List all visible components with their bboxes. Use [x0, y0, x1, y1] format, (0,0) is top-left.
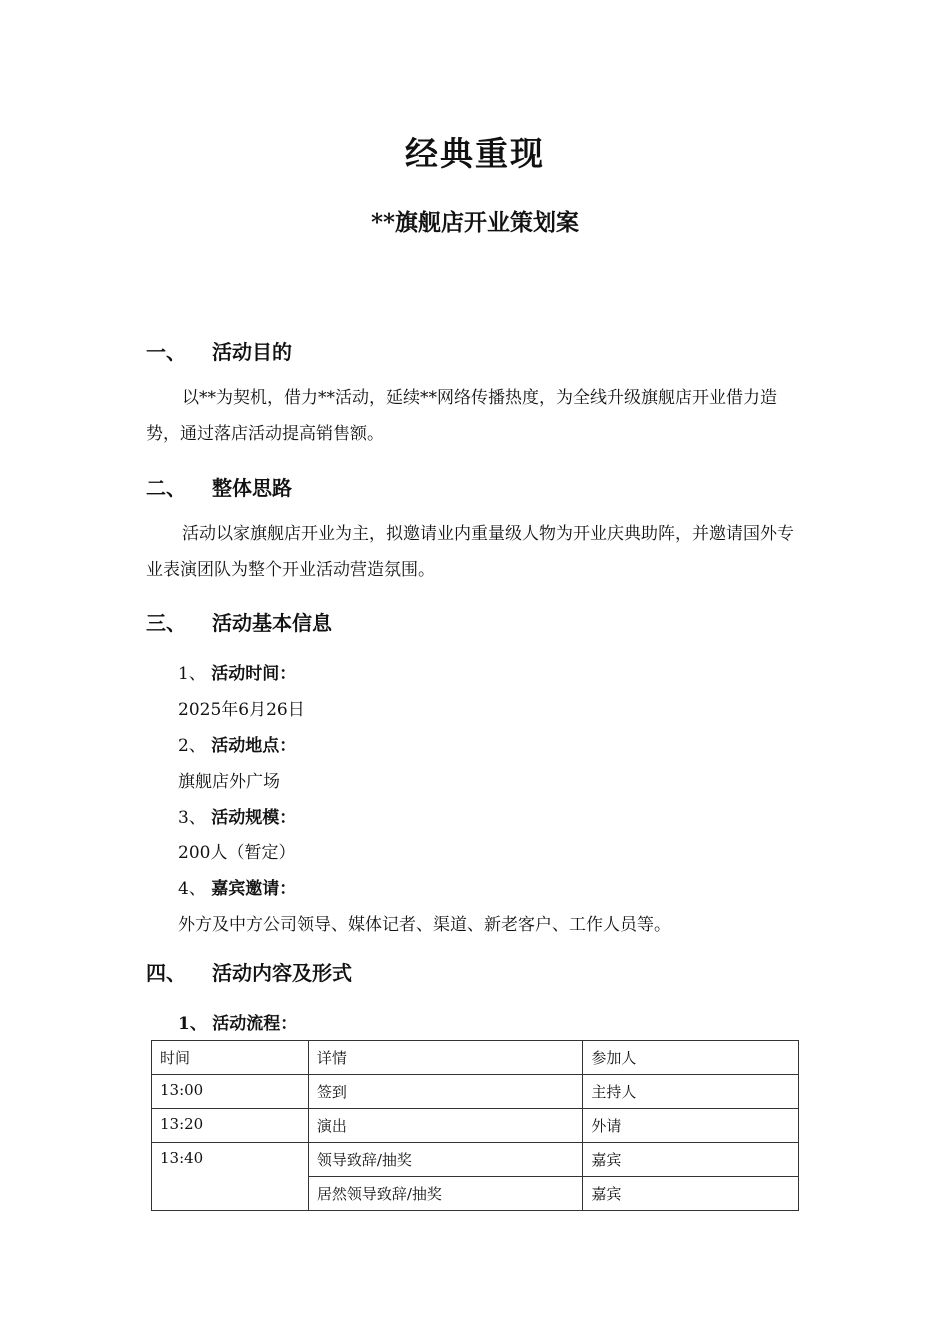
document-title: 经典重现 — [405, 134, 545, 173]
paragraph-approach: 活动以家旗舰店开业为主，拟邀请业内重量级人物为开业庆典助阵，并邀请国外专业表演团队为整个开业活动营造氛围。 — [146, 524, 794, 580]
table-cell: 主持人 — [583, 1075, 799, 1109]
info-label: 活动地点： — [211, 736, 297, 756]
info-label: 活动时间： — [211, 664, 297, 684]
section-number: 二、 — [146, 476, 186, 500]
table-cell: 签到 — [308, 1075, 583, 1109]
table-cell: 嘉宾 — [583, 1143, 799, 1177]
info-value-location: 旗舰店外广场 — [178, 772, 280, 792]
info-number: 4、 — [178, 879, 206, 899]
info-number: 2、 — [178, 736, 206, 756]
flow-table — [151, 1040, 799, 1211]
table-row — [152, 1109, 799, 1143]
table-cell: 13:20 — [152, 1109, 309, 1143]
section-title: 活动内容及形式 — [212, 961, 352, 985]
info-number: 1、 — [178, 664, 206, 684]
info-label: 嘉宾邀请： — [211, 879, 297, 899]
section-heading-approach — [146, 472, 292, 501]
section-title: 活动目的 — [212, 340, 292, 364]
table-cell: 嘉宾 — [583, 1177, 799, 1211]
section-number: 三、 — [146, 611, 186, 635]
table-cell: 居然领导致辞/抽奖 — [308, 1177, 583, 1211]
info-item-scale — [178, 803, 296, 828]
flow-label: 活动流程： — [212, 1014, 298, 1034]
flow-heading — [178, 1009, 297, 1034]
document-subtitle: **旗舰店开业策划案 — [370, 209, 580, 236]
table-header-row — [152, 1041, 799, 1075]
table-row — [152, 1075, 799, 1109]
table-row — [152, 1143, 799, 1177]
table-cell: 演出 — [308, 1109, 583, 1143]
info-label: 活动规模： — [211, 808, 297, 828]
table-cell: 13:40 — [152, 1143, 309, 1211]
info-value-scale: 200人（暂定） — [178, 843, 296, 863]
table-cell: 13:00 — [152, 1075, 309, 1109]
section-number: 四、 — [146, 961, 186, 985]
flow-number: 1、 — [178, 1014, 207, 1034]
info-item-guests — [178, 874, 296, 899]
table-header-cell: 时间 — [152, 1041, 309, 1075]
table-cell: 外请 — [583, 1109, 799, 1143]
table-header-cell: 详情 — [308, 1041, 583, 1075]
info-number: 3、 — [178, 808, 206, 828]
section-number: 一、 — [146, 340, 186, 364]
table-header-cell: 参加人 — [583, 1041, 799, 1075]
paragraph-purpose: 以**为契机，借力**活动，延续**网络传播热度，为全线升级旗舰店开业借力造势，通过落店活动提高销售额。 — [146, 388, 777, 444]
section-heading-basic-info — [146, 607, 332, 636]
table-cell: 领导致辞/抽奖 — [308, 1143, 583, 1177]
section-heading-purpose — [146, 336, 292, 365]
section-heading-content — [146, 957, 352, 986]
info-value-guests: 外方及中方公司领导、媒体记者、渠道、新老客户、工作人员等。 — [178, 915, 671, 935]
info-value-time: 2025年6月26日 — [178, 700, 305, 720]
info-item-location — [178, 731, 296, 756]
info-item-time — [178, 659, 296, 684]
section-title: 整体思路 — [212, 476, 292, 500]
section-title: 活动基本信息 — [212, 611, 332, 635]
